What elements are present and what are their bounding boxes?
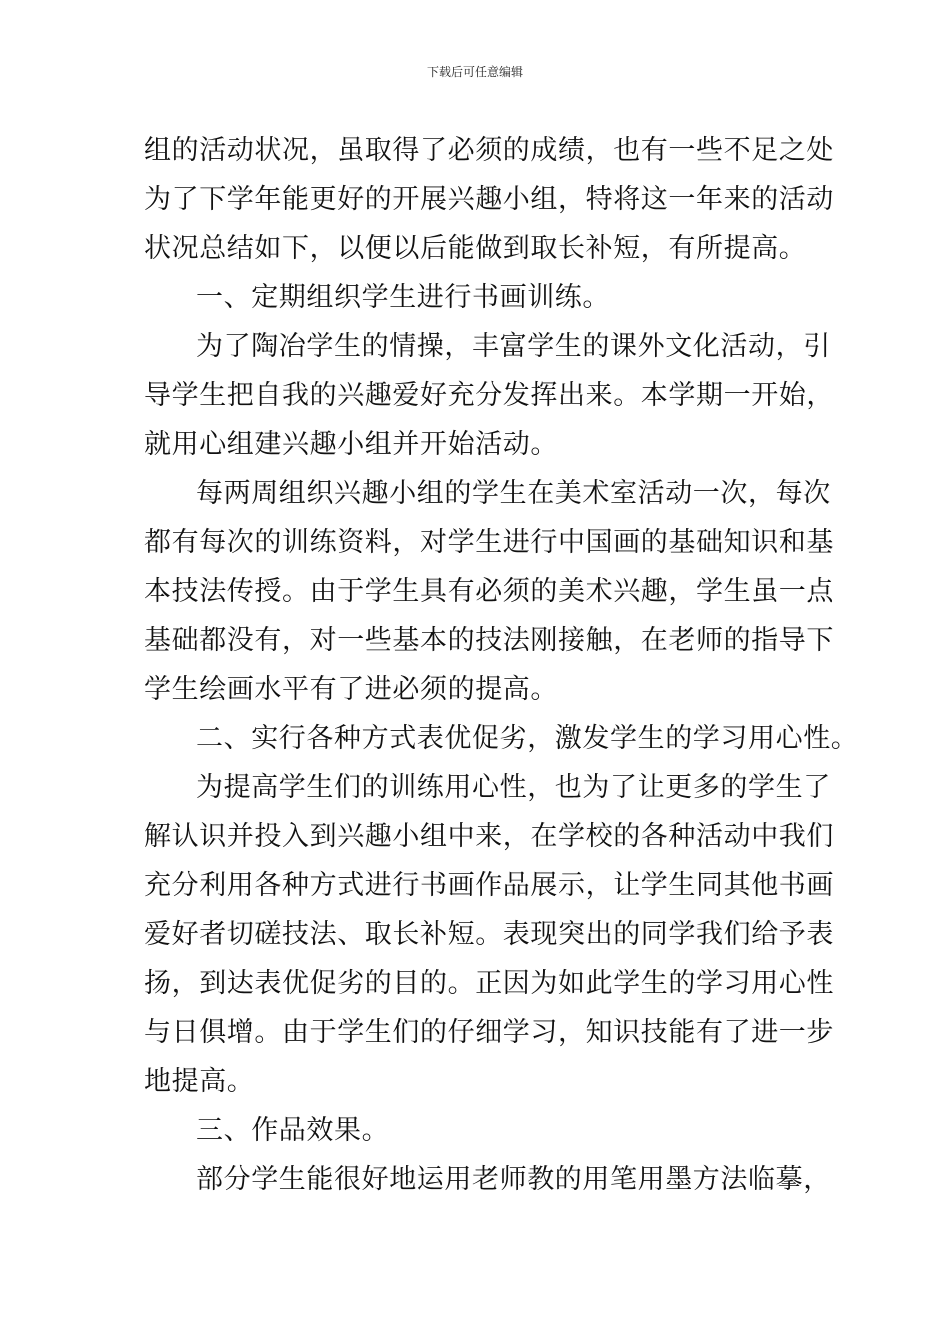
- text-line: 部分学生能很好地运用老师教的用笔用墨方法临摹，: [196, 1164, 831, 1195]
- page-header: 下载后可任意编辑: [426, 65, 523, 79]
- text-line: 充分利用各种方式进行书画作品展示，让学生同其他书画: [144, 870, 834, 901]
- text-line: 与日俱增。由于学生们的仔细学习，知识技能有了进一步: [144, 1017, 834, 1048]
- text-line: 就用心组建兴趣小组并开始活动。: [144, 429, 558, 460]
- text-line: 爱好者切磋技法、取长补短。表现突出的同学我们给予表: [144, 919, 834, 950]
- text-line: 本技法传授。由于学生具有必须的美术兴趣，学生虽一点: [144, 576, 834, 607]
- section-heading-2: 二、实行各种方式表优促劣，激发学生的学习用心性。: [196, 723, 859, 754]
- text-line: 基础都没有，对一些基本的技法刚接触，在老师的指导下: [144, 625, 834, 656]
- text-line: 为了下学年能更好的开展兴趣小组，特将这一年来的活动: [144, 184, 834, 215]
- text-line: 为了陶冶学生的情操，丰富学生的课外文化活动，引: [196, 331, 831, 362]
- section-heading-3: 三、作品效果。: [196, 1115, 390, 1146]
- text-line: 学生绘画水平有了进必须的提高。: [144, 674, 558, 705]
- document-body: [144, 126, 859, 1204]
- text-line: 都有每次的训练资料，对学生进行中国画的基础知识和基: [144, 527, 834, 558]
- section-heading-1: 一、定期组织学生进行书画训练。: [196, 282, 610, 313]
- text-line: 导学生把自我的兴趣爱好充分发挥出来。本学期一开始，: [144, 380, 834, 411]
- text-line: 地提高。: [144, 1066, 255, 1097]
- text-line: 扬，到达表优促劣的目的。正因为如此学生的学习用心性: [144, 968, 834, 999]
- text-line: 为提高学生们的训练用心性，也为了让更多的学生了: [196, 772, 831, 803]
- text-line: 状况总结如下，以便以后能做到取长补短，有所提高。: [144, 233, 807, 264]
- text-line: 每两周组织兴趣小组的学生在美术室活动一次，每次: [196, 478, 831, 509]
- text-line: 解认识并投入到兴趣小组中来，在学校的各种活动中我们: [144, 821, 834, 852]
- text-line: 组的活动状况，虽取得了必须的成绩，也有一些不足之处: [144, 135, 834, 166]
